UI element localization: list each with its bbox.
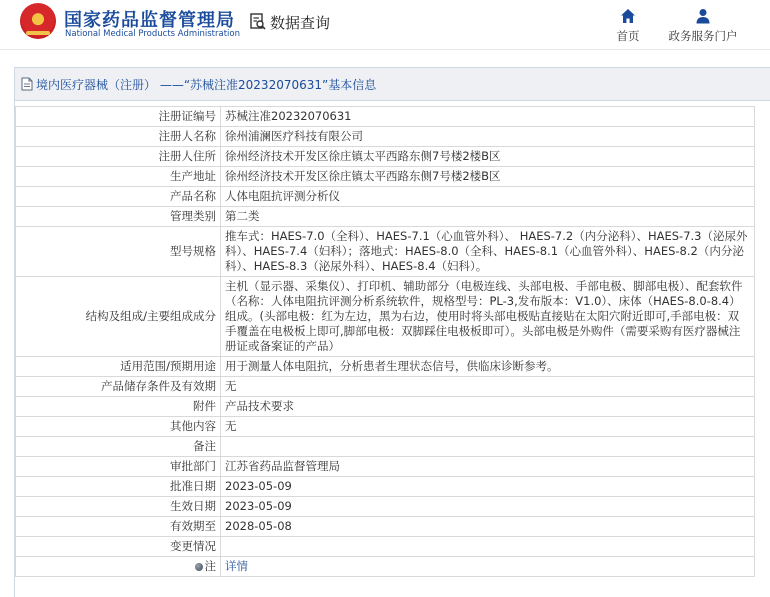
detail-label-text: 产品储存条件及有效期	[101, 379, 216, 393]
detail-label-text: 管理类别	[170, 209, 216, 223]
detail-value-text: 人体电阻抗评测分析仪	[225, 189, 340, 203]
detail-row	[16, 127, 755, 147]
detail-label	[16, 127, 221, 147]
detail-label-text: 备注	[193, 439, 216, 453]
panel-title: 境内医疗器械（注册） ——“苏械注准20232070631”基本信息	[36, 77, 377, 92]
detail-label-text: 产品名称	[170, 189, 216, 203]
detail-value	[221, 187, 755, 207]
detail-value-text: 徐州浦澜医疗科技有限公司	[225, 129, 363, 143]
detail-value	[221, 127, 755, 147]
detail-label	[16, 497, 221, 517]
detail-value	[221, 417, 755, 437]
detail-row	[16, 227, 755, 277]
detail-value-text: 用于测量人体电阻抗，分析患者生理状态信号，供临床诊断参考。	[225, 359, 559, 373]
detail-label	[16, 207, 221, 227]
detail-value-text: 江苏省药品监督管理局	[225, 459, 340, 473]
site-header	[0, 0, 770, 50]
header-divider	[0, 49, 770, 50]
detail-value	[221, 357, 755, 377]
detail-value	[221, 277, 755, 357]
note-bullet-icon	[195, 563, 203, 571]
nav-home[interactable]	[608, 8, 648, 44]
detail-label-text: 审批部门	[170, 459, 216, 473]
detail-label	[16, 397, 221, 417]
detail-label	[16, 437, 221, 457]
detail-label-text: 注册人名称	[158, 129, 216, 143]
detail-label-text: 型号规格	[170, 244, 216, 258]
detail-value-text: 2023-05-09	[225, 499, 292, 513]
detail-label	[16, 357, 221, 377]
detail-label	[16, 107, 221, 127]
detail-value	[221, 167, 755, 187]
detail-label-text: 注册人住所	[158, 149, 216, 163]
detail-label-text: 注册证编号	[158, 109, 216, 123]
detail-value	[221, 147, 755, 167]
detail-value-text: 苏械注准20232070631	[225, 109, 352, 123]
detail-label	[16, 187, 221, 207]
detail-row	[16, 517, 755, 537]
data-query-label: 数据查询	[270, 13, 331, 32]
detail-row	[16, 107, 755, 127]
detail-label	[16, 477, 221, 497]
detail-value	[221, 397, 755, 417]
detail-row	[16, 437, 755, 457]
detail-row	[16, 477, 755, 497]
panel-title-bar	[15, 68, 770, 101]
detail-label	[16, 147, 221, 167]
detail-panel	[14, 67, 770, 597]
detail-label-text: 生产地址	[170, 169, 216, 183]
detail-row	[16, 377, 755, 397]
detail-value	[221, 477, 755, 497]
site-title[interactable]: 国家药品监督管理局	[64, 10, 235, 31]
national-emblem-icon	[20, 3, 56, 39]
detail-label-text: 附件	[193, 399, 216, 413]
detail-value	[221, 517, 755, 537]
nav-home-label: 首页	[616, 29, 640, 43]
detail-value-text: 2023-05-09	[225, 479, 292, 493]
nav-service-portal-label: 政务服务门户	[668, 29, 738, 43]
detail-row	[16, 187, 755, 207]
detail-value-text: 无	[225, 379, 237, 393]
detail-value	[221, 537, 755, 557]
detail-label-text: 其他内容	[170, 419, 216, 433]
detail-value	[221, 207, 755, 227]
detail-value	[221, 227, 755, 277]
detail-row	[16, 497, 755, 517]
detail-label-text: 适用范围/预期用途	[120, 359, 216, 373]
detail-label	[16, 377, 221, 397]
document-icon	[21, 77, 33, 91]
detail-row	[16, 417, 755, 437]
detail-row	[16, 537, 755, 557]
detail-value-text: 产品技术要求	[225, 399, 294, 413]
detail-value	[221, 377, 755, 397]
detail-label-text: 批准日期	[170, 479, 216, 493]
detail-value-text: 徐州经济技术开发区徐庄镇太平西路东侧7号楼2楼B区	[225, 149, 501, 163]
detail-value-text: 2028-05-08	[225, 519, 292, 533]
detail-value	[221, 457, 755, 477]
data-query-link[interactable]	[250, 10, 330, 34]
home-icon	[620, 8, 636, 24]
detail-value-text: 主机（显示器、采集仪）、打印机、辅助部分（电极连线、头部电极、手部电极、脚部电极）、配套软件（名称：人体电阻抗评测分析系统软件，规格型号：PL-3,发布版本：V1.0）、床体（HAES-8.0-8.4）组成。(头部电极：红为左边，黑为右边，使用时将头部电极贴直接贴在太阳穴附近即可,手部电极：双手覆盖在电极板上即可,脚部电极：双脚踩住电极板即可）。头部电极是外购件（需要采购有医疗器械注册证或备案证的产品）	[225, 279, 743, 353]
detail-row	[16, 147, 755, 167]
detail-label	[16, 537, 221, 557]
site-subtitle: National Medical Products Administration	[65, 29, 240, 39]
search-document-icon	[250, 13, 266, 31]
detail-value-text: 徐州经济技术开发区徐庄镇太平西路东侧7号楼2楼B区	[225, 169, 501, 183]
detail-label-text: 注	[204, 559, 216, 573]
detail-label-text: 结构及组成/主要组成成分	[85, 309, 216, 323]
detail-label-text: 有效期至	[170, 519, 216, 533]
details-link[interactable]: 详情	[225, 559, 248, 573]
detail-label	[16, 517, 221, 537]
detail-label	[16, 167, 221, 187]
detail-label	[16, 227, 221, 277]
detail-row	[16, 277, 755, 357]
detail-value-text: 无	[225, 419, 237, 433]
detail-label	[16, 457, 221, 477]
detail-value	[221, 437, 755, 457]
detail-value	[221, 557, 755, 577]
detail-row	[16, 557, 755, 577]
detail-row	[16, 397, 755, 417]
detail-value-text: 第二类	[225, 209, 260, 223]
detail-label-text: 变更情况	[170, 539, 216, 553]
detail-value	[221, 497, 755, 517]
detail-label-text: 生效日期	[170, 499, 216, 513]
user-icon	[695, 8, 711, 24]
detail-table	[15, 106, 755, 577]
detail-value	[221, 107, 755, 127]
detail-label	[16, 417, 221, 437]
nav-service-portal[interactable]	[660, 8, 746, 44]
detail-label	[16, 277, 221, 357]
detail-value-text: 推车式：HAES-7.0（全科）、HAES-7.1（心血管外科）、 HAES-7.2（内分泌科）、HAES-7.3（泌尿外科）、HAES-7.4（妇科）；落地式：HAES-8.0（全科、HAES-8.1（心血管外科）、HAES-8.2（内分泌科）、HAES-8.3（泌尿外科）、HAES-8.4（妇科）。	[225, 229, 748, 273]
detail-row	[16, 167, 755, 187]
detail-row	[16, 207, 755, 227]
detail-row	[16, 457, 755, 477]
detail-row	[16, 357, 755, 377]
detail-label	[16, 557, 221, 577]
